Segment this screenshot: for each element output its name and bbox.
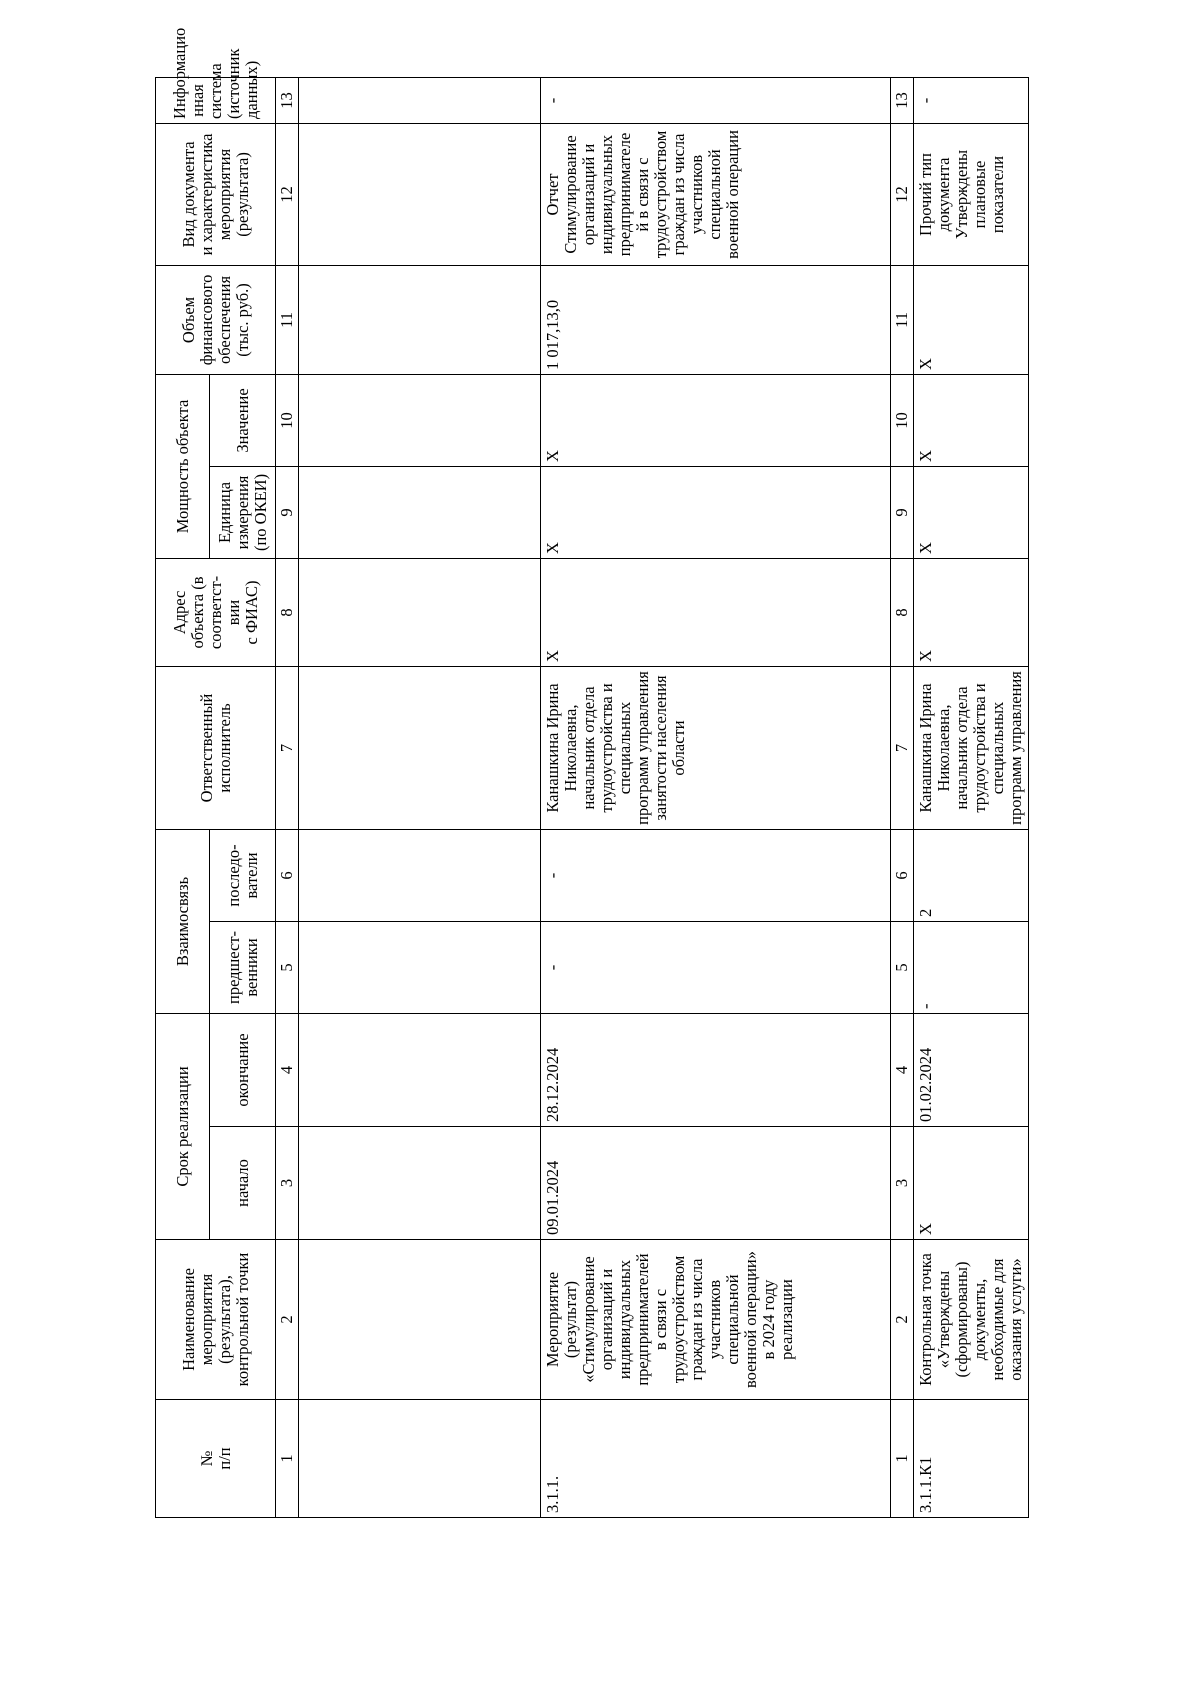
empty-cell bbox=[299, 921, 541, 1013]
header-predecessors: предшест- венники bbox=[210, 921, 276, 1013]
header-successors: последо- ватели bbox=[210, 829, 276, 921]
header-funding: Объем финансового обеспечения (тыс. руб.) bbox=[156, 265, 276, 374]
header-relation: Взаимосвязь bbox=[156, 829, 210, 1013]
column-number: 10 bbox=[891, 374, 914, 466]
row-info-system: - bbox=[914, 77, 1029, 123]
row-start: Х bbox=[914, 1127, 1029, 1240]
column-number: 7 bbox=[276, 666, 299, 829]
header-row-1 bbox=[156, 77, 210, 1517]
row-name: Мероприятие (результат) «Стимулирование организаций и индивидуальных предпринимателей в связи с трудоустройством граждан из числа участников специальной военной операции» в 2024 году реализации bbox=[541, 1240, 891, 1400]
table-row-3-1-1-k1 bbox=[914, 77, 1029, 1517]
column-number: 3 bbox=[276, 1127, 299, 1240]
column-number: 6 bbox=[891, 829, 914, 921]
column-number: 1 bbox=[891, 1400, 914, 1518]
header-info-system: Информацио нная система (источник данных) bbox=[156, 77, 276, 123]
row-predecessors: - bbox=[914, 921, 1029, 1013]
row-name: Контрольная точка «Утверждены (сформированы) документы, необходимые для оказания услуги» bbox=[914, 1240, 1029, 1400]
header-name: Наименование мероприятия (результата), контрольной точки bbox=[156, 1240, 276, 1400]
row-address: Х bbox=[541, 558, 891, 666]
empty-cell bbox=[299, 1013, 541, 1126]
row-unit: Х bbox=[541, 466, 891, 558]
header-capacity: Мощность объекта bbox=[156, 374, 210, 558]
column-number: 2 bbox=[276, 1240, 299, 1400]
empty-cell bbox=[299, 1240, 541, 1400]
column-number: 10 bbox=[276, 374, 299, 466]
table-row-3-1-1 bbox=[541, 77, 891, 1517]
empty-cell bbox=[299, 466, 541, 558]
column-number: 8 bbox=[891, 558, 914, 666]
row-start: 09.01.2024 bbox=[541, 1127, 891, 1240]
row-num: 3.1.1.К1 bbox=[914, 1400, 1029, 1518]
header-value: Значение bbox=[210, 374, 276, 466]
empty-cell bbox=[299, 558, 541, 666]
column-number: 4 bbox=[891, 1013, 914, 1126]
row-successors: - bbox=[541, 829, 891, 921]
column-number: 5 bbox=[891, 921, 914, 1013]
row-responsible: Канашкина Ирина Николаевна, начальник отдела трудоустройства и специальных программ управления занятости населения области bbox=[541, 666, 891, 829]
header-start: начало bbox=[210, 1127, 276, 1240]
empty-cell bbox=[299, 1400, 541, 1518]
column-number: 12 bbox=[276, 123, 299, 265]
column-number-row bbox=[891, 77, 914, 1517]
row-info-system: - bbox=[541, 77, 891, 123]
row-responsible: Канашкина Ирина Николаевна, начальник отдела трудоустройства и специальных программ управления bbox=[914, 666, 1029, 829]
empty-cell bbox=[299, 374, 541, 466]
header-responsible: Ответственный исполнитель bbox=[156, 666, 276, 829]
row-funding: Х bbox=[914, 265, 1029, 374]
row-end: 01.02.2024 bbox=[914, 1013, 1029, 1126]
column-number: 11 bbox=[891, 265, 914, 374]
empty-cell bbox=[299, 666, 541, 829]
rotated-page bbox=[155, 27, 1025, 1518]
column-number: 8 bbox=[276, 558, 299, 666]
column-number: 9 bbox=[891, 466, 914, 558]
column-number: 1 bbox=[276, 1400, 299, 1518]
empty-cell bbox=[299, 1127, 541, 1240]
row-doc-type: Прочий тип документа Утверждены плановые показатели bbox=[914, 123, 1029, 265]
header-end: окончание bbox=[210, 1013, 276, 1126]
row-value: Х bbox=[914, 374, 1029, 466]
empty-cell bbox=[299, 829, 541, 921]
header-address: Адрес объекта (в соответст- вии с ФИАС) bbox=[156, 558, 276, 666]
column-number: 9 bbox=[276, 466, 299, 558]
empty-cell bbox=[299, 77, 541, 123]
empty-row bbox=[299, 77, 541, 1517]
empty-cell bbox=[299, 123, 541, 265]
plan-table bbox=[155, 27, 1029, 1518]
header-unit: Единица измерения (по ОКЕИ) bbox=[210, 466, 276, 558]
row-address: Х bbox=[914, 558, 1029, 666]
row-successors: 2 bbox=[914, 829, 1029, 921]
column-number: 7 bbox=[891, 666, 914, 829]
row-end: 28.12.2024 bbox=[541, 1013, 891, 1126]
column-number: 5 bbox=[276, 921, 299, 1013]
column-number: 4 bbox=[276, 1013, 299, 1126]
row-unit: Х bbox=[914, 466, 1029, 558]
column-number: 12 bbox=[891, 123, 914, 265]
column-number: 13 bbox=[891, 77, 914, 123]
column-number: 2 bbox=[891, 1240, 914, 1400]
column-number: 3 bbox=[891, 1127, 914, 1240]
column-number: 11 bbox=[276, 265, 299, 374]
row-num: 3.1.1. bbox=[541, 1400, 891, 1518]
empty-cell bbox=[299, 265, 541, 374]
header-num: № п/п bbox=[156, 1400, 276, 1518]
row-doc-type: Отчет Стимулирование организаций и индивидуальных предпринимателе й в связи с трудоустройством граждан из числа участников специальной военной операции bbox=[541, 123, 891, 265]
row-funding: 1 017,13,0 bbox=[541, 265, 891, 374]
column-number: 6 bbox=[276, 829, 299, 921]
column-number-row bbox=[276, 77, 299, 1517]
header-period: Срок реализации bbox=[156, 1013, 210, 1239]
row-value: Х bbox=[541, 374, 891, 466]
header-doc-type: Вид документа и характеристика мероприятия (результата) bbox=[156, 123, 276, 265]
column-number: 13 bbox=[276, 77, 299, 123]
row-predecessors: - bbox=[541, 921, 891, 1013]
